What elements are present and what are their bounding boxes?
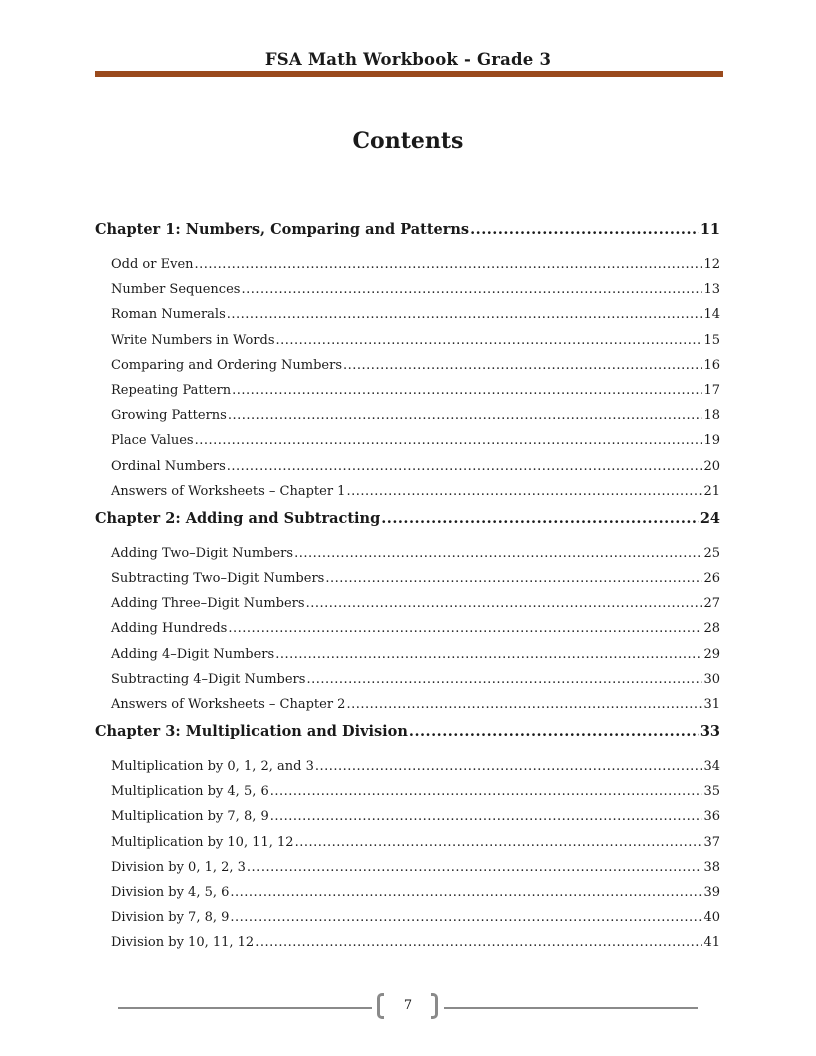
toc-entry-label: Multiplication by 0, 1, 2, and 3 <box>111 759 314 774</box>
toc-entry-page-number: 19 <box>703 433 720 449</box>
toc-entry-page-number: 16 <box>703 357 720 373</box>
toc-entry-page-number: 26 <box>703 571 720 586</box>
toc-entry-label: Adding Three–Digit Numbers <box>111 596 305 612</box>
toc-entry-label: Division by 7, 8, 9 <box>111 910 230 926</box>
dot-leader <box>275 332 702 350</box>
toc-entry-page-number: 39 <box>703 885 720 900</box>
dot-leader <box>228 407 703 425</box>
dot-leader <box>275 646 702 664</box>
toc-section-entry[interactable] <box>111 808 720 826</box>
toc-entry-page-number: 40 <box>703 910 720 926</box>
page-title: Contents <box>352 128 464 154</box>
toc-entry-label: Multiplication by 10, 11, 12 <box>111 834 294 850</box>
toc-entry-label: Comparing and Ordering Numbers <box>111 357 343 373</box>
dot-leader <box>230 884 702 902</box>
dot-leader <box>343 357 702 375</box>
toc-entry-page-number: 36 <box>703 809 720 825</box>
toc-entry-page-number: 15 <box>703 332 720 348</box>
toc-entry-label: Adding 4–Digit Numbers <box>111 646 275 662</box>
dot-leader <box>306 671 702 689</box>
toc-entry-page-number: 14 <box>703 307 720 323</box>
toc-section-entry[interactable] <box>111 458 720 476</box>
toc-section-entry[interactable] <box>111 407 720 425</box>
toc-entry-page-number: 38 <box>703 859 720 875</box>
toc-section-entry[interactable] <box>111 783 720 801</box>
toc-entry-page-number: 28 <box>703 621 720 637</box>
dot-leader <box>270 808 703 826</box>
toc-entry-label: Multiplication by 7, 8, 9 <box>111 809 269 825</box>
toc-section-entry[interactable] <box>111 570 720 588</box>
dot-leader <box>306 595 703 613</box>
toc-section-entry[interactable] <box>111 281 720 299</box>
dot-leader <box>325 570 702 588</box>
toc-entry-page-number: 35 <box>703 784 720 800</box>
dot-leader <box>315 758 703 776</box>
dot-leader <box>270 783 703 801</box>
toc-section-entry[interactable] <box>111 909 720 927</box>
toc-entry-label: Multiplication by 4, 5, 6 <box>111 784 269 800</box>
toc-section-entry[interactable] <box>111 306 720 324</box>
dot-leader <box>241 281 702 299</box>
toc-entry-page-number: 29 <box>703 646 720 662</box>
dot-leader <box>227 458 703 476</box>
toc-entry-page-number: 27 <box>703 596 720 612</box>
toc-section-entry[interactable] <box>111 834 720 852</box>
toc-entry-page-number: 25 <box>703 545 720 561</box>
toc-entry-page-number: 20 <box>703 458 720 474</box>
toc-entry-page-number: 31 <box>703 697 720 712</box>
page-number: 7 <box>403 998 413 1013</box>
toc-entry-page-number: 17 <box>703 383 720 398</box>
toc-section-entry[interactable] <box>111 884 720 902</box>
toc-entry-label: Subtracting 4–Digit Numbers <box>111 671 306 687</box>
dot-leader <box>381 510 699 528</box>
footer-line-right <box>444 1007 698 1009</box>
toc-entry-page-number: 13 <box>703 282 720 298</box>
toc-entry-label: Answers of Worksheets – Chapter 2 <box>111 697 346 712</box>
toc-chapter-entry[interactable] <box>95 510 720 528</box>
toc-entry-page-number: 21 <box>703 483 720 499</box>
footer-line-left <box>118 1007 372 1009</box>
toc-entry-page-number: 41 <box>703 935 720 951</box>
right-bracket-ornament <box>431 993 438 1019</box>
toc-entry-label: Number Sequences <box>111 282 241 298</box>
toc-entry-label: Division by 10, 11, 12 <box>111 935 255 951</box>
dot-leader <box>294 545 702 563</box>
toc-entry-page-number: 18 <box>703 408 720 424</box>
toc-entry-page-number: 37 <box>703 834 720 850</box>
toc-entry-label: Subtracting Two–Digit Numbers <box>111 571 325 586</box>
dot-leader <box>470 221 699 239</box>
dot-leader <box>247 859 703 877</box>
toc-section-entry[interactable] <box>111 859 720 877</box>
toc-entry-label: Division by 4, 5, 6 <box>111 885 230 900</box>
toc-entry-label: Ordinal Numbers <box>111 458 226 474</box>
toc-section-entry[interactable] <box>111 758 720 776</box>
toc-entry-page-number: 30 <box>703 671 720 687</box>
dot-leader <box>227 306 703 324</box>
header-rule <box>95 71 723 77</box>
dot-leader <box>409 723 699 741</box>
dot-leader <box>228 620 702 638</box>
toc-entry-label: Adding Hundreds <box>111 621 228 637</box>
toc-section-entry[interactable] <box>111 545 720 563</box>
toc-entry-label: Repeating Pattern <box>111 383 232 398</box>
toc-entry-label: Write Numbers in Words <box>111 332 275 348</box>
toc-section-entry[interactable] <box>111 483 720 501</box>
dot-leader <box>195 432 703 450</box>
toc-entry-label: Adding Two–Digit Numbers <box>111 545 294 561</box>
toc-section-entry[interactable] <box>111 646 720 664</box>
toc-section-entry[interactable] <box>111 620 720 638</box>
toc-entry-label: Growing Patterns <box>111 408 227 424</box>
toc-section-entry[interactable] <box>111 357 720 375</box>
toc-entry-page-number: 33 <box>699 723 720 740</box>
toc-entry-label: Chapter 2: Adding and Subtracting <box>95 509 381 527</box>
toc-entry-label: Answers of Worksheets – Chapter 1 <box>111 483 346 499</box>
workbook-title: FSA Math Workbook - Grade 3 <box>264 50 552 69</box>
dot-leader <box>295 834 703 852</box>
toc-entry-page-number: 12 <box>703 257 720 272</box>
toc-entry-page-number: 11 <box>699 221 720 238</box>
toc-entry-label: Division by 0, 1, 2, 3 <box>111 859 246 875</box>
toc-section-entry[interactable] <box>111 671 720 689</box>
toc-section-entry[interactable] <box>111 595 720 613</box>
toc-entry-page-number: 34 <box>703 759 720 774</box>
toc-entry-label: Odd or Even <box>111 257 194 272</box>
toc-chapter-entry[interactable] <box>95 723 720 741</box>
dot-leader <box>346 483 702 501</box>
toc-entry-label: Chapter 1: Numbers, Comparing and Patterns <box>95 221 470 238</box>
toc-section-entry[interactable] <box>111 432 720 450</box>
toc-section-entry[interactable] <box>111 696 720 714</box>
dot-leader <box>346 696 702 714</box>
toc-section-entry[interactable] <box>111 332 720 350</box>
toc-section-entry[interactable] <box>111 256 720 274</box>
toc-section-entry[interactable] <box>111 382 720 400</box>
toc-entry-label: Chapter 3: Multiplication and Division <box>95 723 408 740</box>
left-bracket-ornament <box>377 993 384 1019</box>
toc-section-entry[interactable] <box>111 934 720 952</box>
toc-entry-page-number: 24 <box>699 509 720 527</box>
toc-chapter-entry[interactable] <box>95 221 720 239</box>
toc-entry-label: Roman Numerals <box>111 307 226 323</box>
dot-leader <box>230 909 702 927</box>
dot-leader <box>195 256 703 274</box>
dot-leader <box>232 382 702 400</box>
dot-leader <box>255 934 702 952</box>
toc-entry-label: Place Values <box>111 433 194 449</box>
